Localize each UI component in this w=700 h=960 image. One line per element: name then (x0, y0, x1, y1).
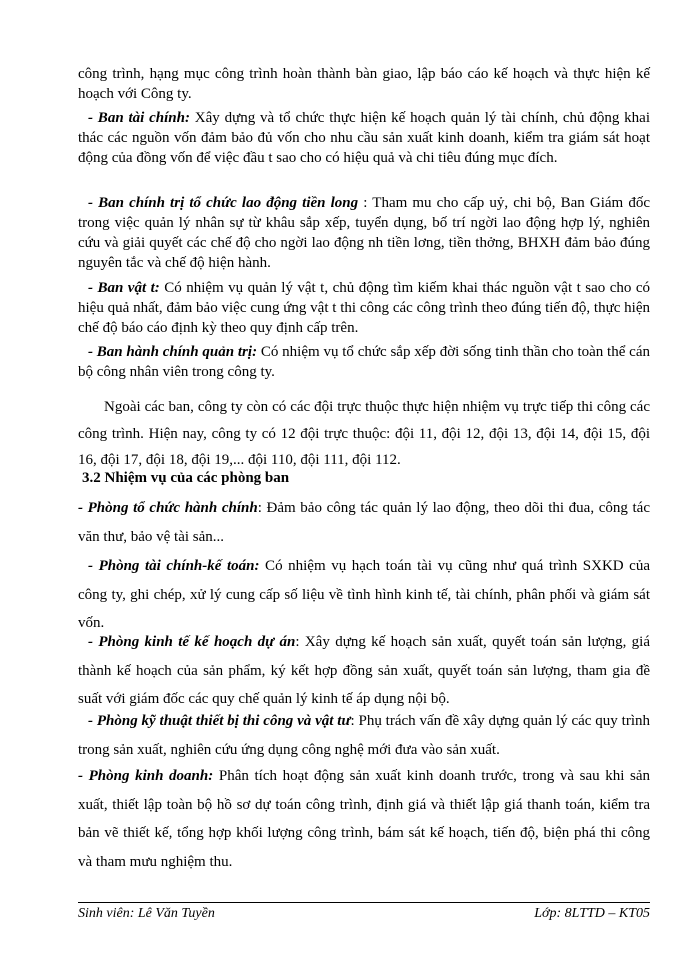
paragraph-ban-vat-tu (78, 278, 650, 338)
dept-label: - Phòng kỹ thuật thiết bị thi công và vật tư (88, 713, 351, 729)
paragraph-text: : Tham mu cho cấp uỷ, chi bộ, Ban Giám đốc trong việc quản lý nhân sự từ khâu sắp xếp, tuyển dụng, bố trí ngời lao động hợp lý, nghiên cứu và giải quyết các chế độ cho ngời lao động nh tiền lơng, tiền thởng, BHXH đảm bảo đúng nguyên tắc và chế độ hiện hành. (78, 195, 650, 271)
footer-class: Lớp: 8LTTD – KT05 (534, 906, 650, 921)
paragraph-text: Ngoài các ban, công ty còn có các đội trực thuộc thực hiện nhiệm vụ trực tiếp thi công các công trình. Hiện nay, công ty có 12 đội trực thuộc: đội 11, đội 12, đội 13, đội 14, đội 15, đội 16, đội 17, đội 18, đội 19,... đội 110, đội 111, đội 112. (78, 399, 650, 468)
paragraph-text: Xây dựng và tổ chức thực hiện kế hoạch quản lý tài chính, chủ động khai thác các nguồn vốn đảm bảo đủ vốn cho nhu cầu sản xuất kinh doanh, kiểm tra giám sát hoạt động của đồng vốn để việc đầu t sao cho có hiệu quả và chi tiêu đúng mục đích. (78, 110, 650, 166)
dept-text: : Đảm bảo công tác quản lý lao động, theo dõi thi đua, công tác văn thư, bảo vệ tài sản... (78, 500, 650, 545)
paragraph-label: - Ban tài chính: (88, 110, 190, 126)
dept-label: - Phòng tài chính-kế toán: (88, 558, 260, 574)
paragraph-continuation (78, 64, 650, 104)
dept-label: - Phòng kinh doanh: (78, 768, 214, 784)
paragraph-other-units (78, 394, 650, 474)
dept-label: - Phòng tổ chức hành chính (78, 500, 258, 516)
dept-label: - Phòng kinh tế kế hoạch dự án (88, 634, 296, 650)
paragraph-text: công trình, hạng mục công trình hoàn thành bàn giao, lập báo cáo kế hoạch và thực hiện kế hoạch với Công ty. (78, 66, 650, 102)
paragraph-text: Có nhiệm vụ quản lý vật t, chủ động tìm kiếm khai thác nguồn vật t sao cho có hiệu quả nhất, đảm bảo việc cung ứng vật t thi công các công trình theo đúng tiến độ, thực hiện chế độ báo cáo định kỳ theo quy định cấp trên. (78, 280, 650, 336)
dept-text: Phân tích hoạt động sản xuất kinh doanh trước, trong và sau khi sản xuất, thiết lập toàn bộ hồ sơ dự toán công trình, định giá và thiết lập giá thanh toán, kiểm tra bản vẽ thiết kế, tổng hợp khối lượng công trình, bám sát kế hoạch, tiến độ, biện phá thi công và tham mưu nghiệm thu. (78, 768, 651, 871)
footer-student: Sinh viên: Lê Văn Tuyền (78, 906, 215, 921)
dept-text: : Xây dựng kế hoạch sản xuất, quyết toán sản lượng, giá thành kế hoạch của sản phẩm, ký kết hợp đồng sản xuất, quyết toán sản lượng, tham gia đề suất với giám đốc các quy chế quản lý kinh tế áp dụng nội bộ. (78, 634, 650, 708)
paragraph-label: - Ban hành chính quản trị: (88, 344, 258, 360)
footer-divider (78, 902, 650, 903)
dept-tai-chinh-ke-toan (78, 552, 650, 638)
dept-ky-thuat (78, 707, 650, 764)
paragraph-ban-chinh-tri (78, 193, 650, 273)
paragraph-ban-hanh-chinh (78, 342, 650, 382)
dept-to-chuc-hanh-chinh (78, 494, 650, 551)
dept-kinh-te-ke-hoach (78, 628, 650, 714)
dept-text: : Phụ trách vấn đề xây dựng quản lý các quy trình trong sản xuất, nghiên cứu ứng dụng công nghệ mới đưa vào sản xuất. (78, 713, 650, 758)
paragraph-text: Có nhiệm vụ tổ chức sắp xếp đời sống tinh thần cho toàn thể cán bộ công nhân viên trong công ty. (78, 344, 650, 380)
dept-kinh-doanh (78, 762, 650, 877)
paragraph-ban-tai-chinh (78, 108, 650, 168)
paragraph-label: - Ban chính trị tổ chức lao động tiền long (88, 195, 359, 211)
page-footer (78, 906, 650, 922)
section-heading: 3.2 Nhiệm vụ của các phòng ban (82, 470, 290, 486)
dept-text: Có nhiệm vụ hạch toán tài vụ cũng như quá trình SXKD của công ty, ghi chép, xử lý cung cấp số liệu về tình hình kinh tế, tài chính, phân phối và giám sát vốn. (78, 558, 651, 632)
paragraph-label: - Ban vật t: (88, 280, 160, 296)
